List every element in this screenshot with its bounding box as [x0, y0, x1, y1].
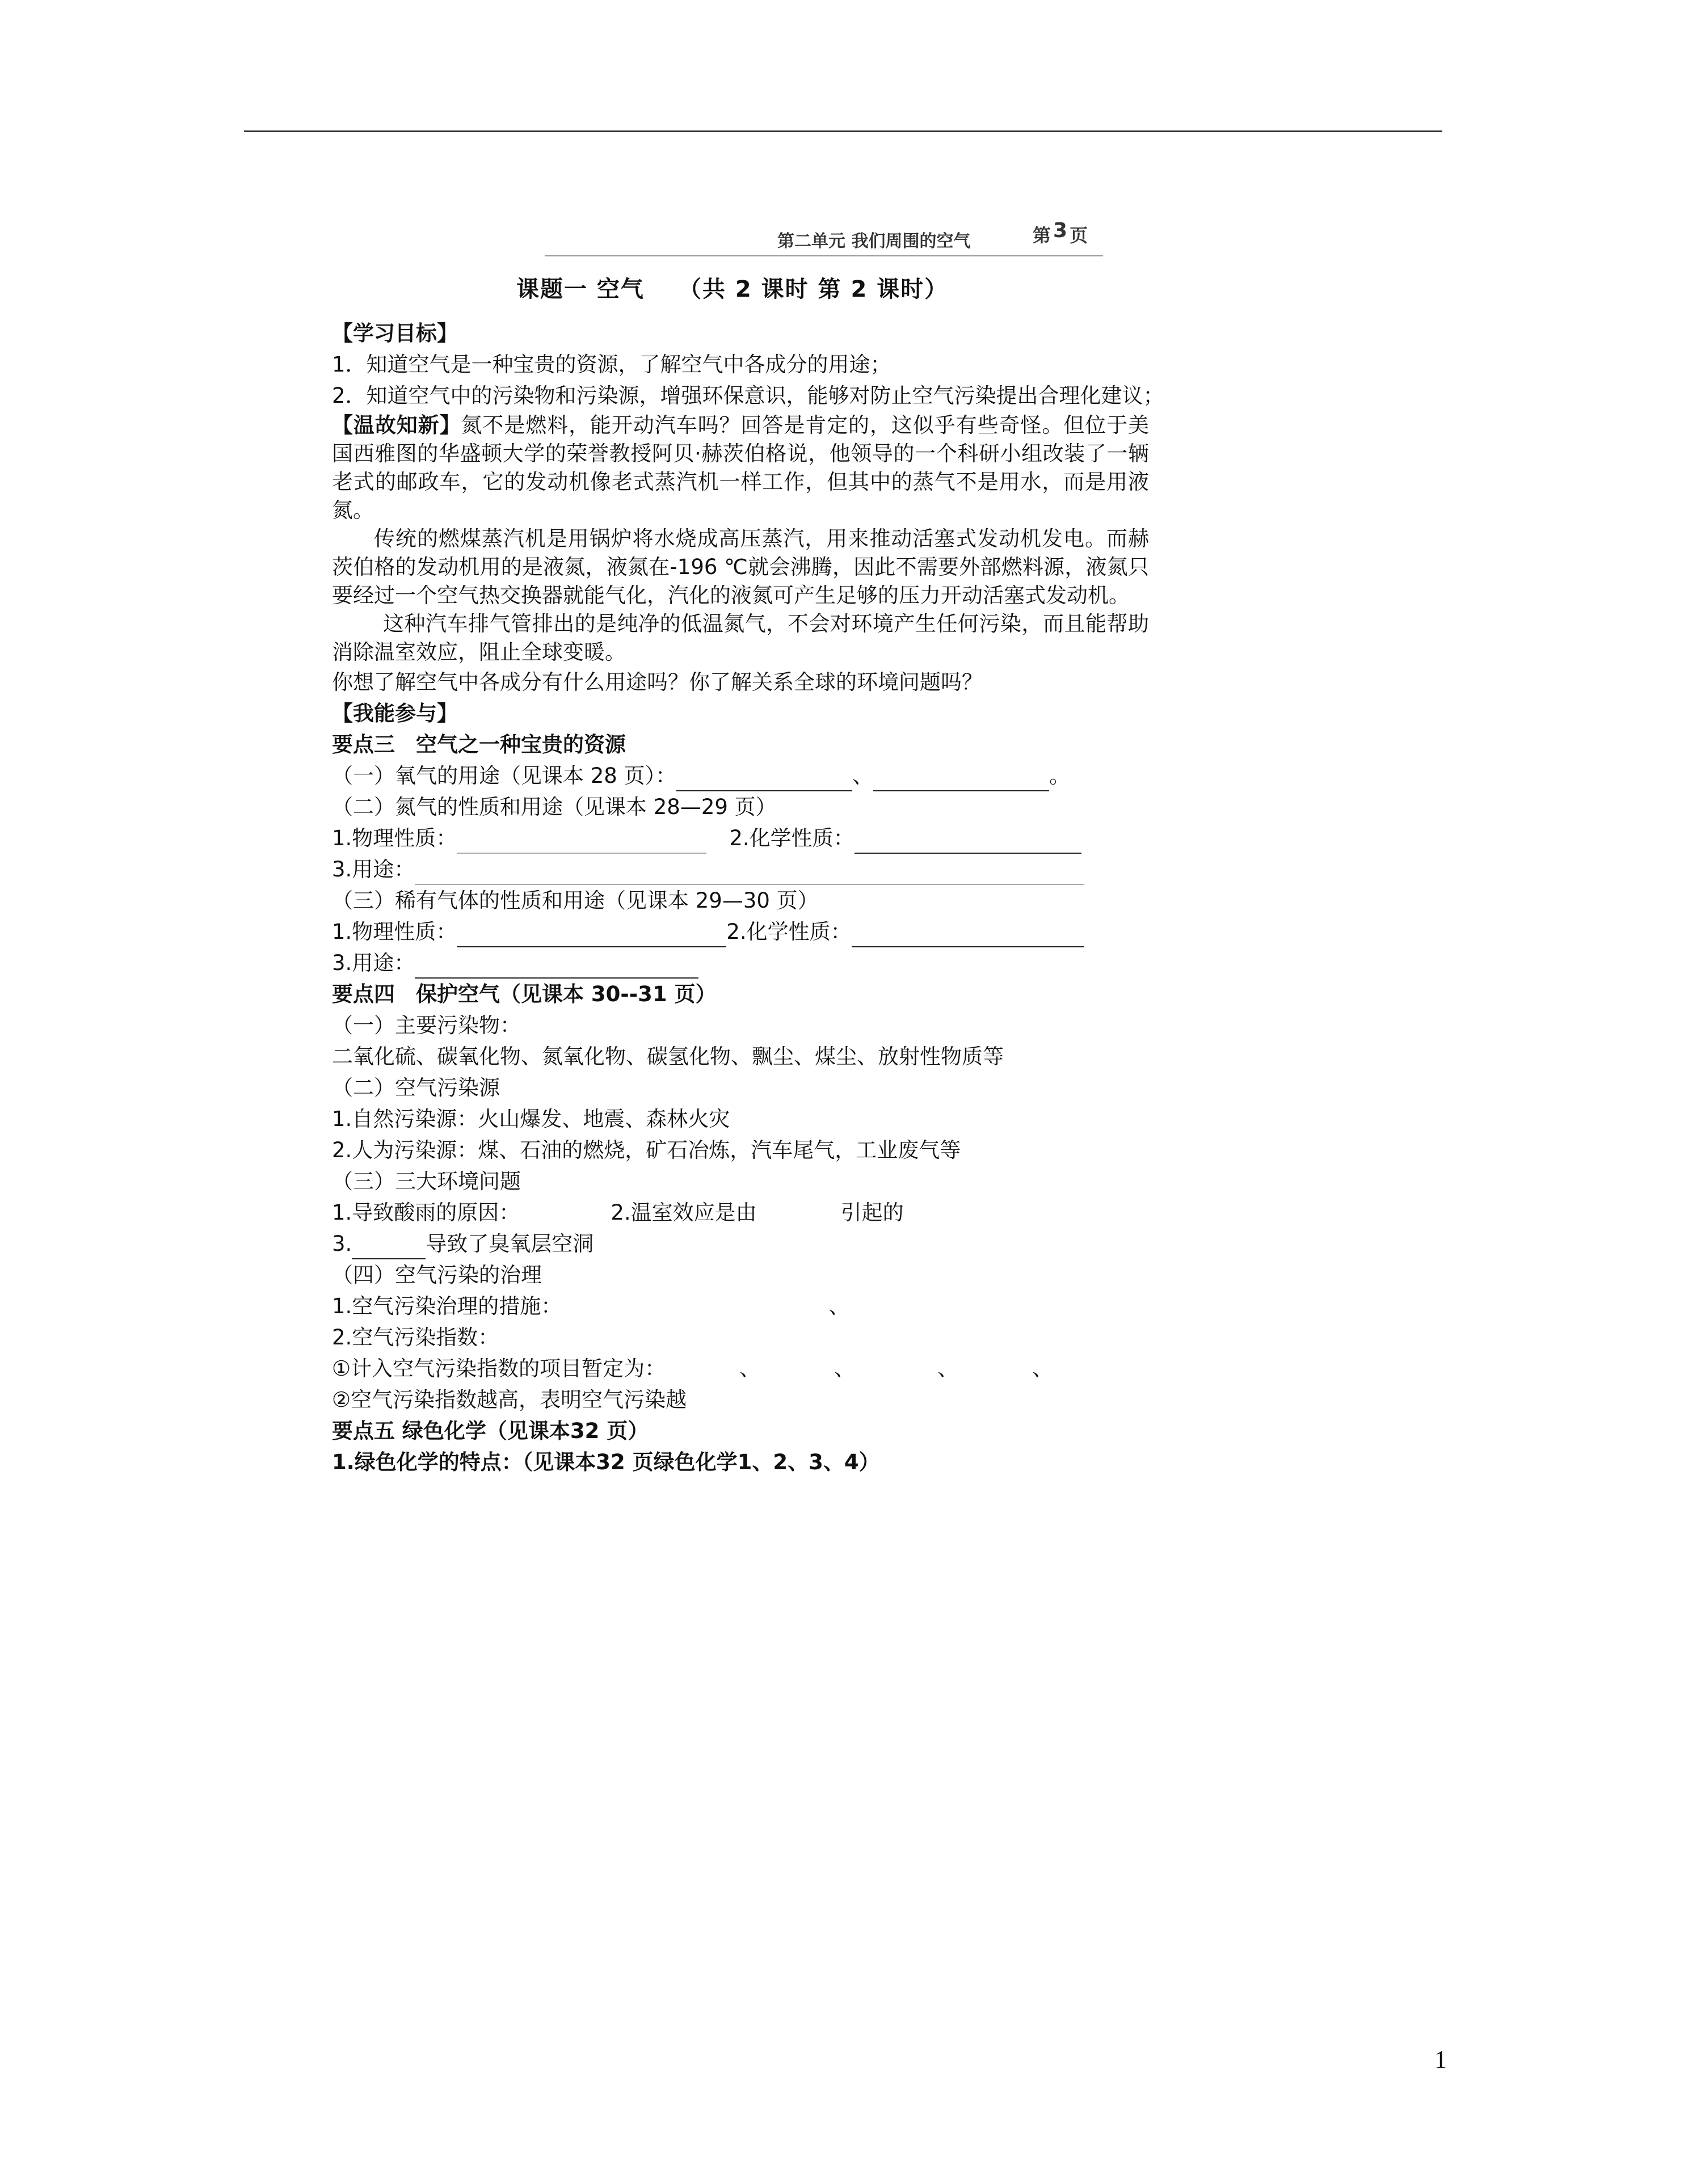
review-question: 你想了解空气中各成分有什么用途吗？你了解关系全球的环境问题吗？: [332, 670, 983, 694]
noble-chem-blank[interactable]: [852, 927, 1084, 947]
acid-greenhouse-line: [332, 1197, 1160, 1228]
oxygen-end: 。: [1049, 764, 1071, 788]
lesson-title: [516, 271, 948, 303]
review-paragraph-2: 传统的燃煤蒸汽机是用锅炉将水烧成高压蒸汽，用来推动活塞式发动机发电。而赫茨伯格的发动机用的是液氮，液氮在-196 ℃就会沸腾，因此不需要外部燃料源，液氮只要经过一个空气热交换器就能气化，汽化的液氮可产生足够的压力开动活塞式发动机。: [332, 526, 1149, 608]
ozone-line: [332, 1228, 1160, 1259]
header-page-prefix: 第: [1033, 225, 1051, 246]
objectives-heading: 【学习目标】: [332, 321, 458, 345]
noble-use-blank[interactable]: [415, 958, 698, 979]
nitrogen-use-blank[interactable]: [415, 865, 1084, 885]
pollutants-heading: （一）主要污染物：: [332, 1013, 521, 1038]
measures-sep: 、: [828, 1294, 850, 1318]
point3-title: 要点三 空气之一种宝贵的资源: [332, 732, 626, 757]
oxygen-uses-label: （一）氧气的用途（见课本 28 页）：: [332, 764, 677, 788]
greenhouse-end: 引起的: [840, 1200, 904, 1225]
point4-title: 要点四 保护空气: [332, 982, 500, 1006]
header-page-suffix: 页: [1070, 225, 1088, 246]
index-sep-3: 、: [937, 1356, 959, 1381]
participate-heading: 【我能参与】: [332, 701, 458, 726]
running-header: [545, 219, 1103, 256]
green-chem-feature: 1.绿色化学的特点：（见课本32 页绿色化学1、2、3、4）: [332, 1450, 880, 1474]
header-page: [1033, 221, 1088, 247]
top-rule: [244, 130, 1442, 132]
header-page-number: 3: [1053, 219, 1068, 242]
nitrogen-phys-label: 1.物理性质：: [332, 826, 457, 850]
pollutant-list: 二氧化硫、碳氧化物、氮氧化物、碳氢化物、飘尘、煤尘、放射性物质等: [332, 1044, 1004, 1069]
nitrogen-properties-line: [332, 823, 1160, 854]
objective-1: 1．知道空气是一种宝贵的资源，了解空气中各成分的用途；: [332, 352, 891, 377]
noble-chem-label: 2.化学性质：: [726, 920, 852, 944]
measures-line: [332, 1291, 1160, 1322]
point5-title: 要点五 绿色化学（见课本32 页）: [332, 1419, 649, 1443]
nitrogen-phys-blank[interactable]: [457, 833, 706, 854]
noble-gas-heading: （三）稀有气体的性质和用途（见课本 29—30 页）: [332, 888, 819, 913]
nitrogen-use-label: 3.用途：: [332, 857, 415, 882]
page-number: 1: [1434, 2046, 1447, 2073]
oxygen-use-blank-1[interactable]: [676, 771, 852, 791]
index-items-line: [332, 1353, 1160, 1384]
oxygen-sep: 、: [852, 764, 874, 788]
natural-sources: 1.自然污染源：火山爆发、地震、森林火灾: [332, 1107, 730, 1131]
index-sep-1: 、: [739, 1356, 761, 1381]
worksheet-body: [332, 318, 1164, 1478]
review-p1: 氮不是燃料，能开动汽车吗？回答是肯定的，这似乎有些奇怪。但位于美国西雅图的华盛顿大学的荣誉教授阿贝·赫茨伯格说，他领导的一个科研小组改装了一辆老式的邮政车，它的发动机像老式蒸汽机一样工作，但其中的蒸气不是用水，而是用液氮。: [332, 413, 1150, 522]
nitrogen-heading: （二）氮气的性质和用途（见课本 28—29 页）: [332, 795, 777, 819]
review-paragraph-1: [332, 411, 1149, 525]
noble-properties-line: [332, 916, 1160, 947]
index-sep-2: 、: [834, 1356, 856, 1381]
noble-phys-blank[interactable]: [457, 927, 726, 947]
review-heading: 【温故知新】: [332, 413, 461, 437]
greenhouse-label: 2.温室效应是由: [611, 1200, 757, 1225]
noble-phys-label: 1.物理性质：: [332, 920, 457, 944]
lesson-title-sub: （共 2 课时 第 2 课时）: [678, 276, 949, 302]
sources-heading: （二）空气污染源: [332, 1076, 500, 1100]
acid-rain-label: 1.导致酸雨的原因：: [332, 1200, 520, 1225]
index-sep-4: 、: [1032, 1356, 1054, 1381]
oxygen-uses-line: [332, 760, 1160, 791]
ozone-label: 导致了臭氧层空洞: [426, 1232, 594, 1256]
point4-title-line: [332, 979, 1160, 1010]
ozone-num: 3.: [332, 1232, 352, 1256]
nitrogen-chem-label: 2.化学性质：: [729, 826, 854, 850]
noble-use-label: 3.用途：: [332, 951, 415, 975]
index-items-label: ①计入空气污染指数的项目暂定为：: [332, 1356, 666, 1381]
point4-ref: （见课本 30--31 页）: [500, 982, 717, 1006]
lesson-title-main: 课题一 空气: [516, 276, 645, 302]
problems-heading: （三）三大环境问题: [332, 1169, 521, 1194]
measures-label: 1.空气污染治理的措施：: [332, 1294, 562, 1318]
human-sources: 2.人为污染源：煤、石油的燃烧，矿石冶炼，汽车尾气，工业废气等: [332, 1138, 961, 1162]
noble-use-line: [332, 947, 1160, 979]
nitrogen-chem-blank[interactable]: [854, 833, 1081, 854]
ozone-blank[interactable]: [352, 1239, 426, 1259]
oxygen-use-blank-2[interactable]: [873, 771, 1049, 791]
index-high-line: ②空气污染指数越高，表明空气污染越: [332, 1388, 687, 1412]
nitrogen-use-line: [332, 854, 1160, 885]
index-heading: 2.空气污染指数：: [332, 1325, 499, 1350]
header-unit: 第二单元 我们周围的空气: [777, 231, 971, 251]
review-paragraph-3: 这种汽车排气管排出的是纯净的低温氮气，不会对环境产生任何污染，而且能帮助消除温室效应，阻止全球变暖。: [332, 612, 1149, 664]
control-heading: （四）空气污染的治理: [332, 1263, 542, 1287]
objective-2: 2．知道空气中的污染物和污染源，增强环保意识，能够对防止空气污染提出合理化建议；: [332, 383, 1164, 408]
